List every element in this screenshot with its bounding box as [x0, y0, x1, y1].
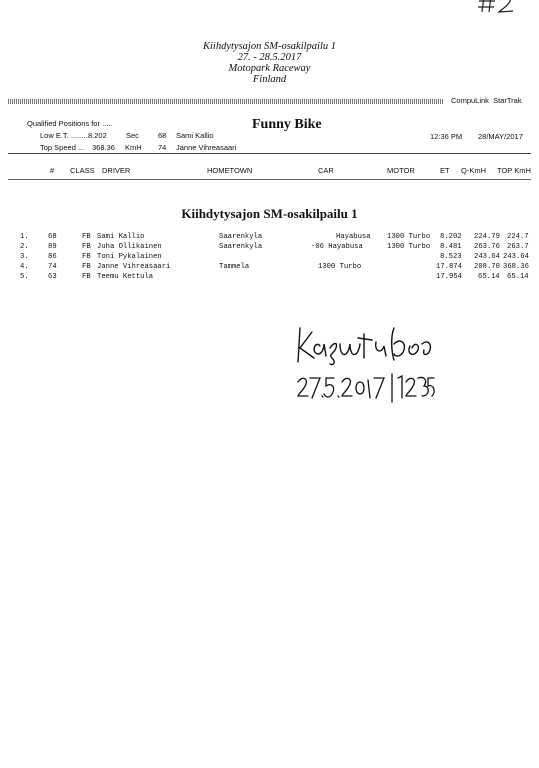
row-driver: Teemu Kettula [97, 273, 154, 281]
top-speed-label: Top Speed ... [40, 143, 85, 152]
row-class: FB [82, 263, 91, 271]
handwritten-signature [290, 318, 440, 368]
event-name: Kiihdytysajon SM-osakilpailu 1 [203, 41, 336, 52]
row-num: 89 [48, 243, 57, 251]
row-q-kmh: 243.64 [474, 253, 500, 261]
row-pos: 3. [20, 253, 29, 261]
separator-band [8, 99, 443, 104]
row-class: FB [82, 273, 91, 281]
row-driver: Toni Pykalainen [97, 253, 162, 261]
row-driver: Sami Kallio [97, 233, 145, 241]
row-q-kmh: 263.76 [474, 243, 500, 251]
section-title: Kiihdytysajon SM-osakilpailu 1 [181, 206, 358, 221]
class-title: Funny Bike [252, 117, 322, 132]
col-header-class: CLASS [70, 166, 95, 175]
col-header-et: ET [440, 166, 450, 175]
row-top-kmh: 224.7 [507, 233, 529, 241]
col-header-hometown: HOMETOWN [207, 166, 253, 175]
top-speed-value: 368.36 [92, 143, 115, 152]
row-class: FB [82, 253, 91, 261]
row-et: 8.481 [440, 243, 462, 251]
row-q-kmh: 224.79 [474, 233, 500, 241]
corner-mark [478, 0, 518, 16]
row-top-kmh: 368.36 [503, 263, 529, 271]
row-q-kmh: 65.14 [478, 273, 500, 281]
low-et-driver: Sami Kallio [176, 131, 214, 140]
top-speed-driver: Janne Vihreasaari [176, 143, 237, 152]
low-et-unit: Sec [126, 131, 139, 140]
row-num: 86 [48, 253, 57, 261]
divider-line [8, 153, 531, 154]
event-dates: 27. - 28.5.2017 [237, 52, 302, 63]
table-row [0, 253, 539, 262]
row-et: 17.874 [436, 263, 462, 271]
row-car: -06 Hayabusa [311, 243, 363, 251]
row-et: 8.202 [440, 233, 462, 241]
row-car: 1300 Turbo [318, 263, 362, 271]
row-pos: 2. [20, 243, 29, 251]
row-car: Hayabusa [336, 233, 371, 241]
table-row [0, 243, 539, 252]
row-q-kmh: 208.70 [474, 263, 500, 271]
table-row [0, 263, 539, 272]
row-class: FB [82, 243, 91, 251]
col-header-top-kmh: TOP KmH [497, 166, 531, 175]
low-et-value: 8.202 [88, 131, 107, 140]
low-et-label: Low E.T. ........ [40, 131, 88, 140]
col-header-pos: # [50, 166, 55, 175]
table-row [0, 273, 539, 282]
top-speed-unit: KmH [125, 143, 142, 152]
col-header-motor: MOTOR [387, 166, 415, 175]
event-venue: Motopark Raceway [228, 63, 311, 74]
row-et: 17.954 [436, 273, 462, 281]
row-et: 8.523 [440, 253, 462, 261]
row-num: 74 [48, 263, 57, 271]
vendor-label: CompuLink StarTrak [451, 96, 522, 105]
row-motor: 1300 Turbo [387, 243, 431, 251]
low-et-car: 68 [158, 131, 167, 140]
qualified-label: Qualified Positions for ..... [27, 119, 113, 128]
row-pos: 1. [20, 233, 29, 241]
header-underline [8, 179, 531, 180]
event-country: Finland [252, 74, 287, 85]
row-num: 63 [48, 273, 57, 281]
row-hometown: Saarenkyla [219, 243, 263, 251]
col-header-driver: DRIVER [102, 166, 131, 175]
col-header-q-kmh: Q-KmH [461, 166, 486, 175]
handwritten-datetime [296, 372, 436, 404]
row-motor: 1300 Turbo [387, 233, 431, 241]
row-hometown: Tammela [219, 263, 250, 271]
report-date: 28/MAY/2017 [478, 132, 523, 141]
col-header-car: CAR [318, 166, 334, 175]
row-driver: Juha Ollikainen [97, 243, 162, 251]
row-num: 68 [48, 233, 57, 241]
row-top-kmh: 263.7 [507, 243, 529, 251]
row-pos: 4. [20, 263, 29, 271]
report-time: 12:36 PM [430, 132, 463, 141]
row-pos: 5. [20, 273, 29, 281]
row-class: FB [82, 233, 91, 241]
row-top-kmh: 243.64 [503, 253, 529, 261]
table-row [0, 233, 539, 242]
top-speed-car: 74 [158, 143, 167, 152]
row-driver: Janne Vihreasaari [97, 263, 171, 271]
row-top-kmh: 65.14 [507, 273, 529, 281]
row-hometown: Saarenkyla [219, 233, 263, 241]
